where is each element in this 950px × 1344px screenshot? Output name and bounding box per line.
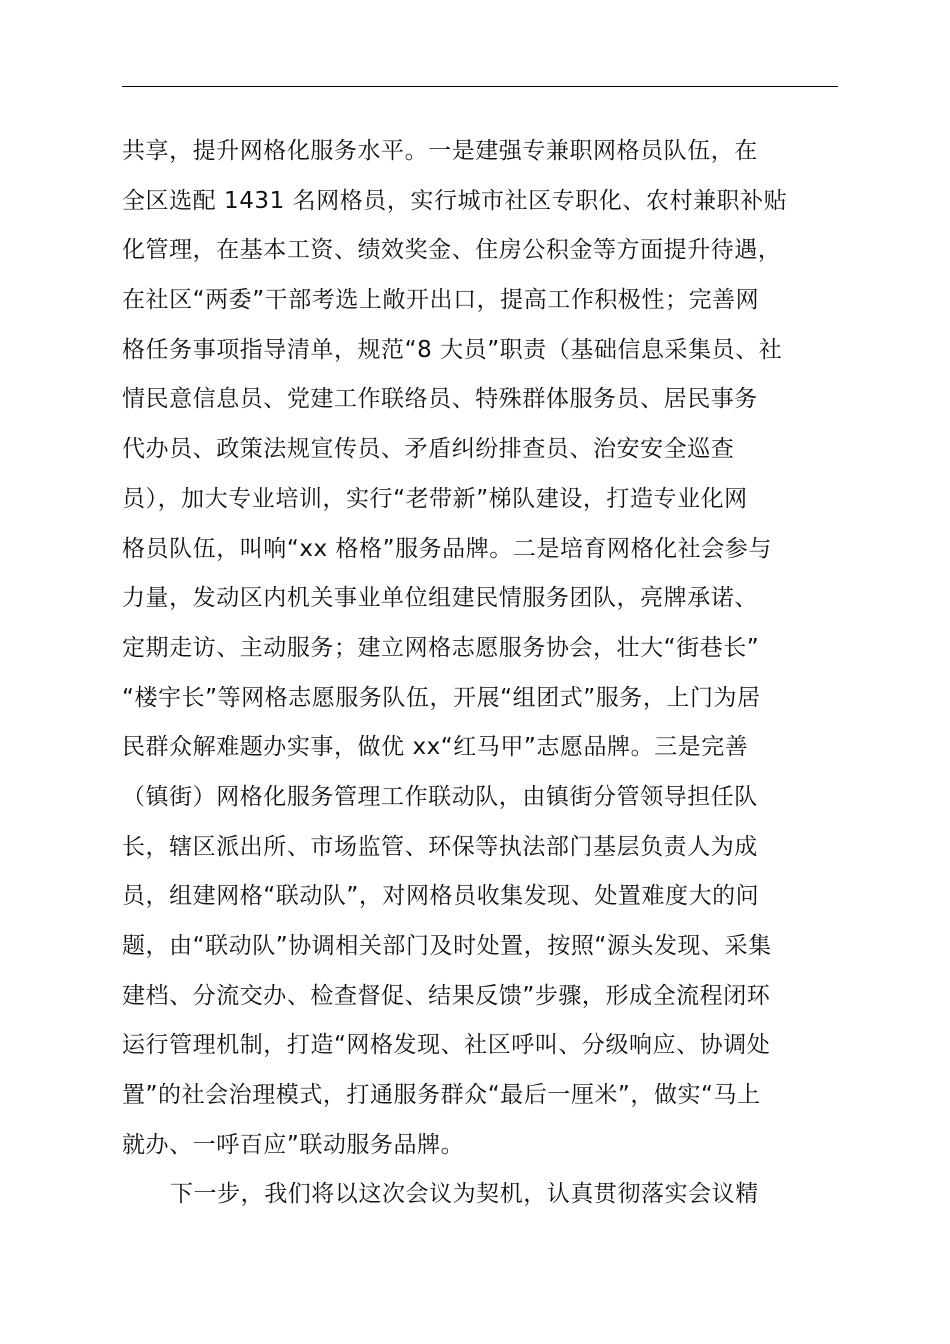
header-rule	[122, 86, 838, 87]
next-paragraph-line: 下一步，我们将以这次会议为契机，认真贯彻落实会议精	[170, 1181, 759, 1208]
paragraph-line-4: 在社区“两委”干部考选上敞开出口，提高工作积极性；完善网	[122, 287, 760, 314]
paragraph-line-21: 就办、一呼百应”联动服务品牌。	[122, 1131, 465, 1158]
paragraph-line-11: 定期走访、主动服务；建立网格志愿服务协会，壮大“街巷长”	[122, 634, 760, 661]
paragraph-line-18: 建档、分流交办、检查督促、结果反馈”步骤，形成全流程闭环	[122, 982, 771, 1009]
paragraph-line-17: 题，由“联动队”协调相关部门及时处置，按照“源头发现、采集	[122, 933, 772, 959]
paragraph-line-5: 格任务事项指导清单，规范“8 大员”职责（基础信息采集员、社	[122, 336, 783, 363]
paragraph-line-16: 员，组建网格“联动队”，对网格员收集发现、处置难度大的问	[122, 883, 760, 910]
paragraph-line-10: 力量，发动区内机关事业单位组建民情服务团队，亮牌承诺、	[122, 585, 758, 612]
paragraph-line-1: 共享，提升网格化服务水平。一是建强专兼职网格员队伍，在	[122, 138, 758, 164]
paragraph-line-8: 员），加大专业培训，实行“老带新”梯队建设，打造专业化网	[122, 485, 748, 512]
paragraph-line-6: 情民意信息员、党建工作联络员、特殊群体服务员、居民事务	[122, 386, 758, 413]
paragraph-line-19: 运行管理机制，打造“网格发现、社区呼叫、分级响应、协调处	[122, 1032, 771, 1059]
paragraph-line-9: 格员队伍，叫响“xx 格格”服务品牌。二是培育网格化社会参与	[122, 535, 772, 562]
paragraph-line-20: 置”的社会治理模式，打通服务群众“最后一厘米”，做实“马上	[122, 1082, 761, 1109]
paragraph-line-15: 长，辖区派出所、市场监管、环保等执法部门基层负责人为成	[122, 833, 758, 860]
paragraph-line-14: （镇街）网格化服务管理工作联动队，由镇街分管领导担任队	[122, 783, 758, 810]
paragraph-line-12: “楼宇长”等网格志愿服务队伍，开展“组团式”服务，上门为居	[122, 684, 761, 711]
paragraph-line-3: 化管理，在基本工资、绩效奖金、住房公积金等方面提升待遇，	[122, 237, 782, 264]
paragraph-line-2: 全区选配 1431 名网格员，实行城市社区专职化、农村兼职补贴	[122, 187, 788, 214]
paragraph-line-7: 代办员、政策法规宣传员、矛盾纠纷排查员、治安安全巡查	[122, 436, 735, 463]
body-text	[122, 127, 870, 1220]
paragraph-line-13: 民群众解难题办实事，做优 xx“红马甲”志愿品牌。三是完善	[122, 734, 749, 761]
